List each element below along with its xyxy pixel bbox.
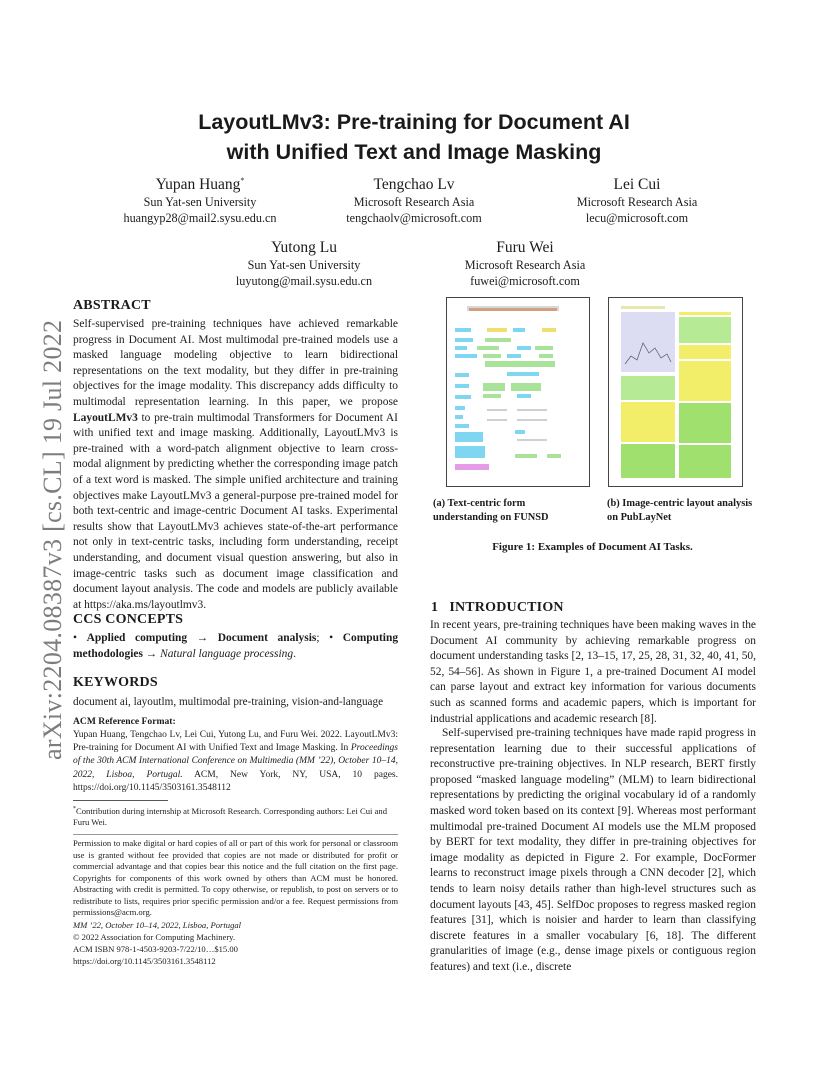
intro-paragraph-1: In recent years, pre-training techniques have been making waves in the Document AI community by achieving remarkable progress on document understanding tasks [2, 13–15, 17, 25, 28, 31, 32, 40, 41, 50, 52, 54–56]. As shown in Figure 1, a pre-trained Document AI model can parse layout and extract key information for various documents such as scanned forms and academic papers, which is important for industrial applications and academic research [8].	[430, 619, 756, 725]
arrow-icon: →	[145, 647, 158, 660]
author-block	[294, 175, 534, 226]
permission-isbn: ACM ISBN 978-1-4503-9203-7/22/10…$15.00	[73, 944, 238, 954]
author-name: Yupan Huang	[155, 176, 241, 193]
ccs-subitem: Document analysis	[217, 632, 317, 644]
permission-rule	[73, 834, 398, 835]
title-line-2: with Unified Text and Image Masking	[226, 140, 602, 164]
author-email: lecu@microsoft.com	[585, 211, 689, 225]
intro-number: 1	[431, 600, 439, 615]
author-affiliation: Microsoft Research Asia	[576, 195, 698, 209]
permission-text: Permission to make digital or hard copies of all or part of this work for personal or classroom use is granted without fee provided that copies are not made or distributed for profit or commercial advantage and that copies bear this notice and the full citation on the first page. Copyrights for components of this work owned by others than ACM must be honored. Abstracting with credit is permitted. To copy otherwise, or republish, to post on servers or to redistribute to lists, requires prior specific permission and/or a fee. Request permissions from permissions@acm.org.	[73, 838, 398, 917]
paper-title	[0, 107, 828, 167]
bullet-icon: •	[73, 632, 78, 644]
author-block	[80, 175, 320, 226]
author-affiliation: Microsoft Research Asia	[353, 195, 475, 209]
figure-subcaption-b: (b) Image-centric layout analysis on PubLayNet	[607, 498, 753, 523]
ccs-text	[73, 631, 398, 662]
ccs-separator: ;	[316, 632, 320, 644]
author-name: Yutong Lu	[271, 239, 337, 256]
author-email: huangyp28@mail2.sysu.edu.cn	[123, 211, 277, 225]
author-name: Lei Cui	[613, 176, 661, 193]
publaynet-page-thumbnail	[609, 298, 742, 486]
permission-copyright: © 2022 Association for Computing Machinery.	[73, 932, 236, 942]
ccs-end: .	[293, 647, 296, 660]
author-email: fuwei@microsoft.com	[470, 274, 580, 288]
reference-text	[73, 729, 398, 795]
figure-publaynet-page	[608, 297, 743, 487]
author-affiliation: Sun Yat-sen University	[247, 258, 361, 272]
ccs-item: Applied computing	[86, 632, 188, 644]
footnote-mark: *	[73, 806, 76, 812]
figure-caption: Figure 1: Examples of Document AI Tasks.	[492, 541, 693, 553]
footnote-body: Contribution during internship at Microsoft Research. Corresponding authors: Lei Cui and Furu Wei.	[73, 805, 387, 828]
reference-heading: ACM Reference Format:	[73, 716, 176, 727]
arxiv-side-label: arXiv:2204.08387v3 [cs.CL] 19 Jul 2022	[38, 319, 67, 760]
author-affiliation: Microsoft Research Asia	[464, 258, 586, 272]
author-block	[517, 175, 757, 226]
figure-subcaption-a: (a) Text-centric form understanding on FUNSD	[433, 498, 549, 523]
ccs-subitem: Natural language processing	[160, 647, 294, 660]
permission-venue: MM ’22, October 10–14, 2022, Lisboa, Portugal	[73, 920, 242, 930]
abstract-bold-term: LayoutLMv3	[73, 411, 138, 424]
abstract-heading: ABSTRACT	[73, 298, 151, 313]
author-mark: *	[240, 175, 245, 185]
author-email: luyutong@mail.sysu.edu.cn	[235, 274, 373, 288]
intro-heading	[431, 599, 564, 617]
abstract-text-part: Self-supervised pre-training techniques have achieved remarkable progress in Document AI. Most multimodal pre-trained models use a masked language modeling objective to learn bidirectional representations on the text modality, but they differ in pre-training objectives for the image modality. This discrepancy adds difficulty to multimodal representation learning. In this paper, we propose	[73, 318, 398, 408]
author-affiliation: Sun Yat-sen University	[143, 195, 257, 209]
author-email: tengchaolv@microsoft.com	[346, 211, 482, 225]
author-block	[405, 238, 645, 289]
author-name: Tengchao Lv	[373, 176, 455, 193]
title-line-1: LayoutLMv3: Pre-training for Document AI	[198, 110, 630, 134]
footnote-text	[73, 804, 398, 829]
reference-text-part: Yupan Huang, Tengchao Lv, Lei Cui, Yutong Lu, and Furu Wei. 2022. LayoutLMv3: Pre-training for Document AI with Unified Text and Image Masking. In	[73, 730, 398, 754]
funsd-form-thumbnail	[447, 298, 589, 486]
intro-paragraph-2: Self-supervised pre-training techniques have made rapid progress in representation learning due to their successful applications of reconstructive pre-training objectives. In NLP research, BERT firstly proposed “masked language modeling” (MLM) to learn bidirectional representations by predicting the original vocabulary id of a randomly masked word token based on its context [9]. Whereas most performant multimodal pre-trained Document AI models use the MLM proposed by BERT for text modality, they differ in pre-training objectives for image modality as depicted in Figure 2. For example, DocFormer learns to reconstruct image pixels through a CNN decoder [2], which tends to learn noisy details rather than high-level structures such as document layouts [43, 45]. SelfDoc proposes to regress masked region features [31], which is noisier and harder to learn than classifying discrete features in a smaller vocabulary [6, 18]. The different granularities of image (e.g., dense image pixels or contiguous region features) and text (i.e., discrete	[430, 727, 756, 973]
keywords-heading: KEYWORDS	[73, 675, 158, 690]
arrow-icon: →	[196, 632, 209, 644]
figure-funsd-form	[446, 297, 590, 487]
keywords-text: document ai, layoutlm, multimodal pre-training, vision-and-language	[73, 696, 384, 708]
reference-venue: Proceedings of the 30th ACM International Conference on Multimedia (MM ’22), October 10–14, 2022, Lisboa, Portugal.	[73, 743, 398, 780]
abstract-text-part: to pre-train multimodal Transformers for Document AI with unified text and image masking. Additionally, LayoutLMv3 is pre-trained with a word-patch alignment objective to learn cross-modal alignment by predicting whether the corresponding image patch of a text word is masked. The simple unified architecture and training objectives make LayoutLMv3 a general-purpose pre-trained model for both text-centric and image-centric Document AI tasks. Experimental results show that LayoutLMv3 achieves state-of-the-art performance not only in text-centric tasks, including form understanding, receipt understanding, and document visual question answering, but also in image-centric tasks such as document image classification and document layout analysis. The code and models are publicly available at https://aka.ms/layoutlmv3.	[73, 411, 398, 611]
ccs-item: Computing methodologies	[73, 632, 399, 660]
author-name: Furu Wei	[496, 239, 554, 256]
author-block	[184, 238, 424, 289]
permission-doi: https://doi.org/10.1145/3503161.3548112	[73, 956, 216, 966]
bullet-icon: •	[329, 632, 334, 644]
intro-title: INTRODUCTION	[449, 600, 564, 615]
abstract-text	[73, 317, 398, 613]
footnote-rule	[73, 800, 168, 801]
reference-text-part: ACM, New York, NY, USA, 10 pages. https://doi.org/10.1145/3503161.3548112	[73, 769, 398, 793]
ccs-heading: CCS CONCEPTS	[73, 612, 184, 627]
